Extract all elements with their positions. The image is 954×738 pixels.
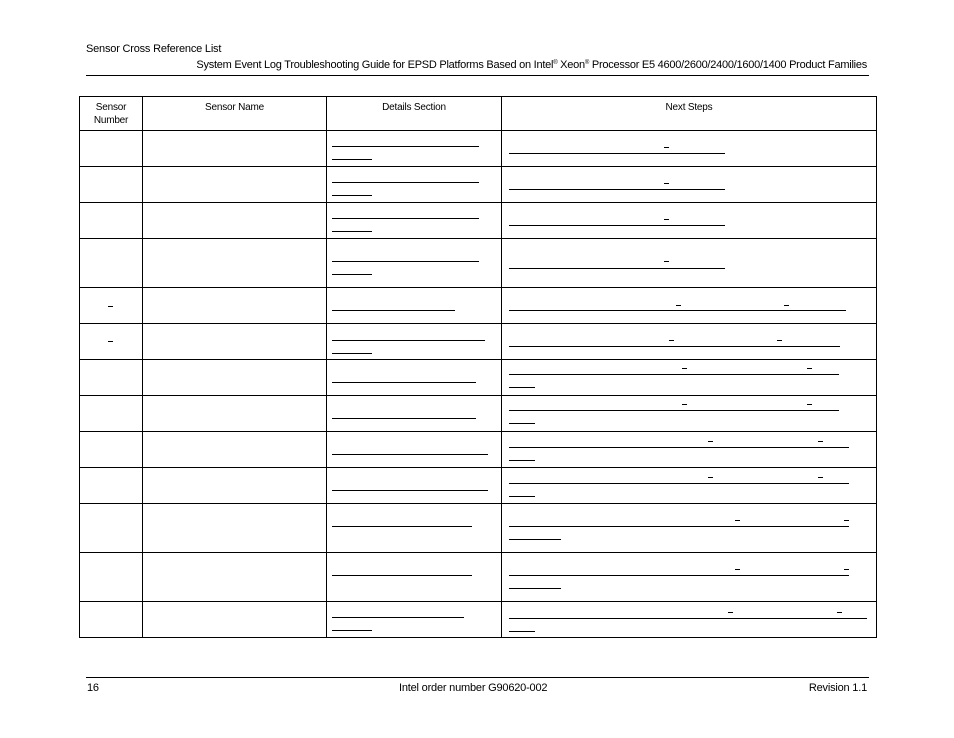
next-steps-link-line (509, 423, 535, 424)
registered-mark: ® (584, 60, 590, 66)
details-section-cell[interactable] (327, 167, 502, 203)
dash-mark (708, 441, 713, 442)
sensor-name-cell (143, 432, 327, 468)
footer-rule (86, 677, 869, 678)
next-steps-cell[interactable] (502, 167, 877, 203)
details-section-cell[interactable] (327, 131, 502, 167)
details-link-line (332, 490, 488, 491)
next-steps-cell[interactable] (502, 602, 877, 638)
table-row (80, 203, 877, 239)
details-link-line (332, 231, 372, 232)
details-section-cell[interactable] (327, 602, 502, 638)
dash-mark (807, 368, 812, 369)
sensor-number-cell (80, 131, 143, 167)
details-section-cell[interactable] (327, 360, 502, 396)
header-section-title: Sensor Cross Reference List (86, 43, 222, 55)
details-section-cell[interactable] (327, 504, 502, 553)
dash-mark (844, 520, 849, 521)
dash-mark (818, 441, 823, 442)
next-steps-cell[interactable] (502, 288, 877, 324)
sensor-name-cell (143, 239, 327, 288)
table-row (80, 324, 877, 360)
details-link-line (332, 353, 372, 354)
details-link-line (332, 454, 488, 455)
next-steps-link-line (509, 496, 535, 497)
details-link-line (332, 146, 479, 147)
next-steps-cell[interactable] (502, 553, 877, 602)
sensor-number-cell (80, 203, 143, 239)
dash-mark (682, 368, 687, 369)
next-steps-link-line (509, 410, 839, 411)
table-row (80, 602, 877, 638)
sensor-table (79, 96, 877, 638)
sensor-number-cell (80, 432, 143, 468)
sensor-name-cell (143, 468, 327, 504)
details-link-line (332, 382, 476, 383)
dash-mark (108, 341, 113, 342)
next-steps-link-line (509, 268, 725, 269)
header-guide-title (196, 59, 867, 71)
next-steps-link-line (509, 618, 867, 619)
page-number: 16 (87, 682, 99, 694)
dash-mark (735, 520, 740, 521)
dash-mark (735, 569, 740, 570)
details-link-line (332, 182, 479, 183)
details-section-cell[interactable] (327, 553, 502, 602)
next-steps-cell[interactable] (502, 239, 877, 288)
details-section-cell[interactable] (327, 432, 502, 468)
details-section-cell[interactable] (327, 396, 502, 432)
details-link-line (332, 195, 372, 196)
guide-title-part3: Processor E5 4600/2600/2400/1600/1400 Product Families (589, 59, 867, 71)
details-section-cell[interactable] (327, 239, 502, 288)
dash-mark (676, 305, 681, 306)
dash-mark (784, 305, 789, 306)
next-steps-cell[interactable] (502, 504, 877, 553)
table-row (80, 396, 877, 432)
dash-mark (777, 340, 782, 341)
registered-mark: ® (553, 60, 558, 66)
sensor-name-cell (143, 167, 327, 203)
sensor-name-cell (143, 131, 327, 167)
next-steps-link-line (509, 539, 561, 540)
table-row (80, 131, 877, 167)
next-steps-cell[interactable] (502, 324, 877, 360)
table-row (80, 553, 877, 602)
next-steps-cell[interactable] (502, 203, 877, 239)
sensor-name-cell (143, 203, 327, 239)
details-section-cell[interactable] (327, 203, 502, 239)
next-steps-link-line (509, 189, 725, 190)
next-steps-link-line (509, 374, 839, 375)
sensor-name-cell (143, 360, 327, 396)
sensor-name-cell (143, 324, 327, 360)
column-header-sensor-name: Sensor Name (143, 97, 327, 131)
details-link-line (332, 526, 472, 527)
dash-mark (837, 612, 842, 613)
sensor-name-cell (143, 396, 327, 432)
details-link-line (332, 274, 372, 275)
dash-mark (664, 147, 669, 148)
dash-mark (108, 306, 113, 307)
table-row (80, 360, 877, 396)
next-steps-link-line (509, 310, 846, 311)
sensor-number-cell (80, 360, 143, 396)
revision-label: Revision 1.1 (808, 682, 867, 694)
details-link-line (332, 159, 372, 160)
details-link-line (332, 418, 476, 419)
next-steps-link-line (509, 460, 535, 461)
details-link-line (332, 575, 472, 576)
next-steps-link-line (509, 225, 725, 226)
details-link-line (332, 218, 479, 219)
details-link-line (332, 261, 479, 262)
table-row (80, 468, 877, 504)
next-steps-link-line (509, 575, 849, 576)
column-header-next-steps: Next Steps (502, 97, 877, 131)
sensor-number-cell (80, 553, 143, 602)
sensor-name-cell (143, 602, 327, 638)
details-link-line (332, 310, 455, 311)
details-section-cell[interactable] (327, 468, 502, 504)
header-rule (86, 75, 869, 76)
next-steps-link-line (509, 483, 849, 484)
sensor-number-cell (80, 396, 143, 432)
details-link-line (332, 630, 372, 631)
sensor-number-cell (80, 602, 143, 638)
table-row (80, 239, 877, 288)
next-steps-link-line (509, 631, 535, 632)
details-link-line (332, 617, 464, 618)
dash-mark (669, 340, 674, 341)
details-link-line (332, 340, 485, 341)
dash-mark (807, 404, 812, 405)
table-row (80, 167, 877, 203)
table-row (80, 432, 877, 468)
sensor-number-cell (80, 468, 143, 504)
sensor-name-cell (143, 288, 327, 324)
details-section-cell[interactable] (327, 324, 502, 360)
next-steps-cell[interactable] (502, 131, 877, 167)
dash-mark (728, 612, 733, 613)
next-steps-link-line (509, 588, 561, 589)
sensor-number-cell (80, 288, 143, 324)
dash-mark (844, 569, 849, 570)
sensor-name-cell (143, 553, 327, 602)
column-header-sensor-number: Sensor Number (80, 97, 143, 131)
table-header-row (80, 97, 877, 131)
table-row (80, 504, 877, 553)
guide-title-part2: Xeon (557, 59, 585, 71)
next-steps-cell[interactable] (502, 360, 877, 396)
next-steps-cell[interactable] (502, 468, 877, 504)
sensor-name-cell (143, 504, 327, 553)
guide-title-part1: System Event Log Troubleshooting Guide for EPSD Platforms Based on Intel (196, 59, 554, 71)
dash-mark (664, 261, 669, 262)
sensor-number-cell (80, 239, 143, 288)
dash-mark (708, 477, 713, 478)
dash-mark (664, 219, 669, 220)
sensor-number-cell (80, 167, 143, 203)
dash-mark (682, 404, 687, 405)
column-header-details-section: Details Section (327, 97, 502, 131)
order-number: Intel order number G90620-002 (399, 682, 548, 694)
dash-mark (664, 183, 669, 184)
next-steps-link-line (509, 153, 725, 154)
sensor-number-cell (80, 324, 143, 360)
next-steps-cell[interactable] (502, 432, 877, 468)
details-section-cell[interactable] (327, 288, 502, 324)
next-steps-link-line (509, 447, 849, 448)
table-row (80, 288, 877, 324)
next-steps-link-line (509, 526, 849, 527)
dash-mark (818, 477, 823, 478)
next-steps-cell[interactable] (502, 396, 877, 432)
next-steps-link-line (509, 387, 535, 388)
sensor-number-cell (80, 504, 143, 553)
next-steps-link-line (509, 346, 840, 347)
